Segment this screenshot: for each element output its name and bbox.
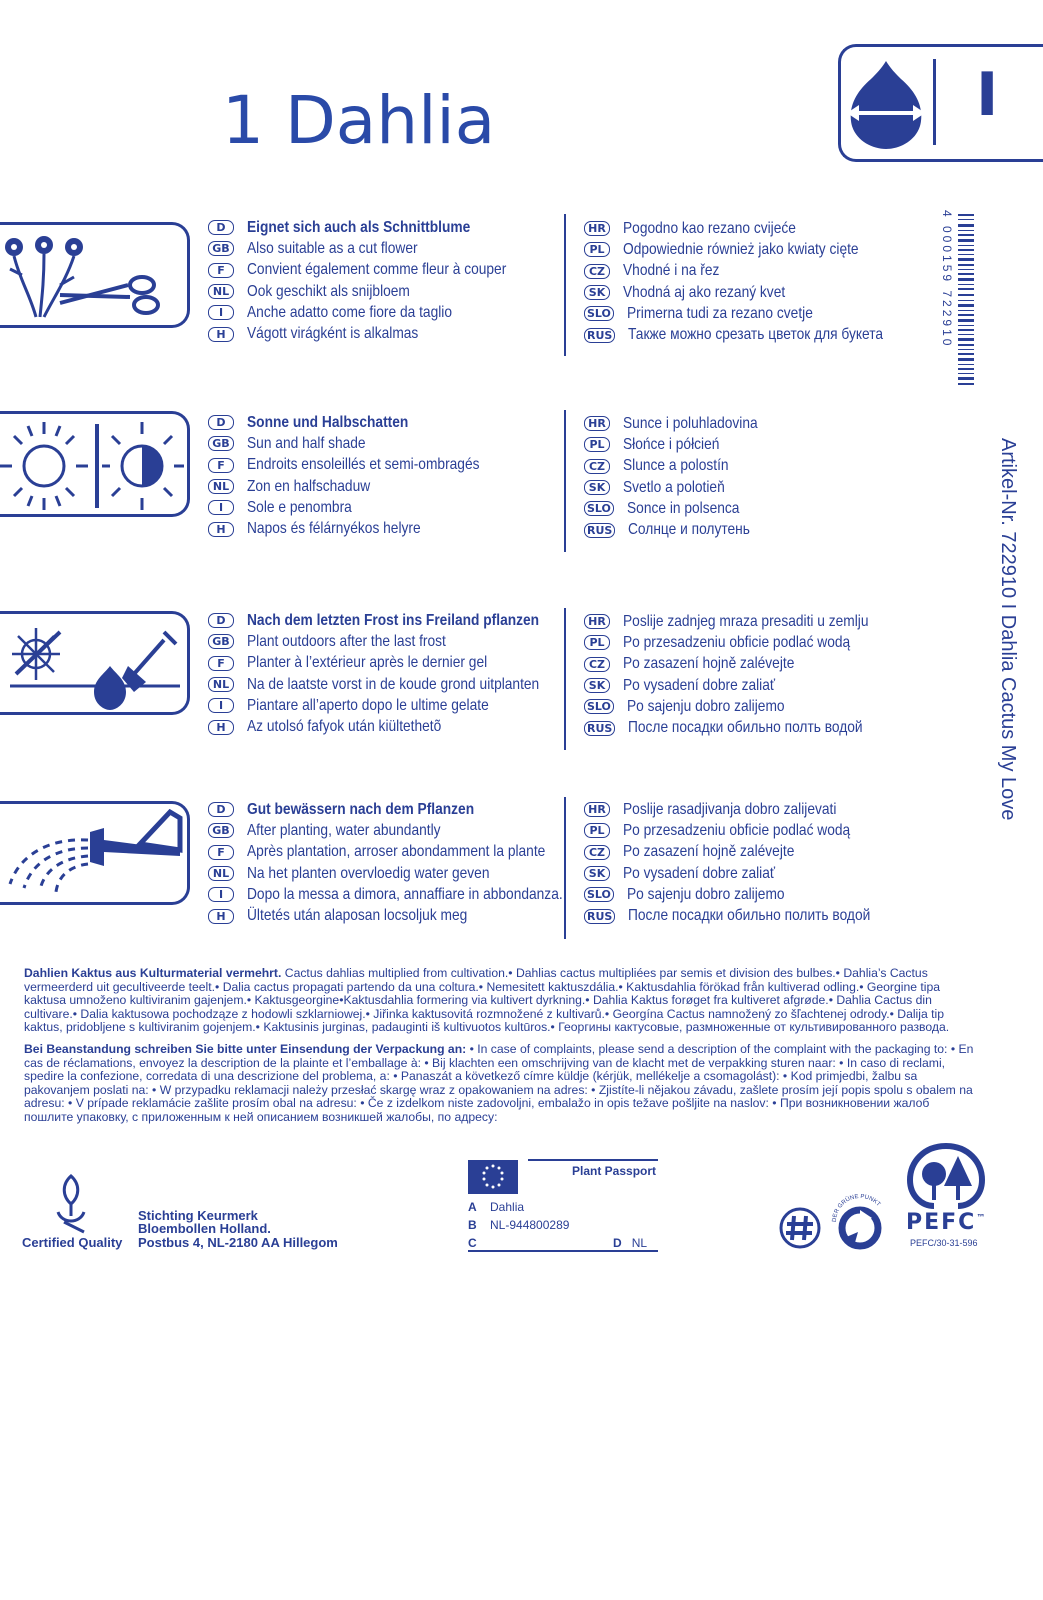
passport-d-group: [613, 1236, 647, 1250]
org-name: Stichting Keurmerk: [138, 1208, 258, 1223]
lang-row: [208, 412, 517, 433]
size-divider: [933, 59, 936, 145]
eu-flag-icon: [468, 1160, 518, 1194]
lang-code: H: [208, 909, 234, 924]
lang-code: CZ: [584, 845, 610, 860]
green-dot-caption: [828, 1194, 892, 1224]
lang-row: [208, 238, 549, 259]
instruction-text: Po vysadení dobre zaliať: [623, 864, 776, 882]
lang-code: H: [208, 522, 234, 537]
lang-code: CZ: [584, 657, 610, 672]
info-text: [24, 967, 974, 1133]
instruction-text: Ültetés után alaposan locsoljuk meg: [247, 907, 468, 925]
lang-code: NL: [208, 866, 234, 881]
instruction-text: Vhodná aj ako rezaný kvet: [623, 283, 786, 301]
org-address: Postbus 4, NL-2180 AA Hillegom: [138, 1235, 338, 1250]
lang-row: [584, 905, 910, 926]
lang-code: SLO: [584, 501, 614, 516]
cultivation-body: Cactus dahlias multiplied from cultivation.• Dahlias cactus multipliées par semis et division des bulbes.• Dahlia’s Cactus vermeerderd uit gecultiveerde teelt.• Dalia cactus propagati partendo da una coltura.• Nemesitett kaktuszdália.• Kaktusdahlia förökad från kultiverad odling.• Georgine tipa kaktusa umnoženo kultiviranim gajenjem.• Kaktusgeorgine•Kaktusdahlia formering via kultivert dyrkning.• Dahlia Kaktus forøget fra kultiveret afgrøde.• Dahlia Cactus din cultivare.• Dalia kaktusowa pochodząze z hodowli szklarniowej.• Jiřinka kaktusovitá rozmnožené z kultivarů.• Georgína Cactus namnožený zo šľachtenej odrody.• Dalija tip kaktus, pridobljene s kultiviranim gojenjem.• Kaktusinis jurginas, padauginti iš kultivuotos kultūros.• Георгины кактусовые, размноженные от культивированного развода.: [24, 966, 950, 1035]
lang-row: [208, 905, 614, 926]
instruction-text: Napos és félárnyékos helyre: [247, 520, 421, 538]
lang-code: I: [208, 887, 234, 902]
lang-row: [584, 303, 925, 324]
article-number: Artikel-Nr. 722910 I Dahlia Cactus My Love: [997, 438, 1019, 821]
pefc-code: PEFC/30-31-596: [910, 1238, 978, 1248]
lang-row: [584, 456, 780, 477]
complaint-paragraph: [24, 1043, 974, 1125]
watering-icon-box: [0, 801, 190, 905]
lang-row: [208, 820, 614, 841]
instruction-text: После посадки обильно полить водой: [628, 907, 871, 925]
section-3-right: [584, 611, 908, 739]
lang-code: SK: [584, 678, 610, 693]
lang-row: [208, 455, 517, 476]
instruction-text: Po vysadení dobre zaliať: [623, 676, 776, 694]
lang-code: PL: [584, 823, 610, 838]
passport-row-b: [468, 1218, 569, 1232]
instruction-text: Plant outdoors after the last frost: [247, 632, 446, 650]
instruction-text: Sole e penombra: [247, 498, 352, 516]
lang-row: [584, 239, 925, 260]
lang-code: F: [208, 845, 234, 860]
lang-code: HR: [584, 802, 610, 817]
lang-code: NL: [208, 677, 234, 692]
lang-row: [208, 217, 549, 238]
instruction-text: Après plantation, arroser abondamment la plante: [247, 843, 546, 861]
plant-passport-title: Plant Passport: [572, 1164, 657, 1178]
instruction-text: Ook geschikt als snijbloem: [247, 282, 410, 300]
lang-code: F: [208, 263, 234, 278]
instruction-text: Odpowiednie również jako kwiaty cięte: [623, 240, 859, 258]
lang-row: [584, 820, 910, 841]
lang-row: [208, 323, 549, 344]
instruction-text: Poslije rasadjivanja dobro zalijevati: [623, 800, 837, 818]
instruction-text: Primerna tudi za rezano cvetje: [626, 304, 813, 322]
lang-row: [208, 610, 587, 631]
complaint-body: • In case of complaints, please send a description of the complaint with the packaging to: • En cas de réclamations, envoyez la description de la plainte et l’emballage à: • Bij klachten een omschrijving van de klacht met de verpakking sturen naar: • In caso di reclami, spedire la confezione, corredata di una descrizione del problema, a: • Panaszát a következő címre küldje (kérjük, mellékelje a csomagolást): • Kod primjedbi, žalbu sa pakovanjem poslati na: • W przypadku reklamacji należy przesłać skargę wraz z opakowaniem na adres: • Zjistíte-li nějakou závadu, zašlete prosím její popis spolu s obalem na adresu: • V prípade reklamácie zašlite prosím obal na adresu: • Če z izdelkom niste zadovoljni, embalažo in opis težave pošljite na naslov: • При возникновении жалоб пошлите упаковку, с приложенным к ней описанием возникшей жалобы, по адресу:: [24, 1041, 974, 1124]
lang-row: [584, 863, 910, 884]
section-1-left: [208, 217, 549, 345]
instruction-text: Piantare all’aperto dopo le ultime gelate: [247, 696, 489, 714]
lang-row: [208, 863, 614, 884]
instruction-text: Słońce i półcień: [623, 435, 720, 453]
product-title: 1 Dahlia: [222, 82, 496, 159]
lang-row: [584, 282, 925, 303]
lang-code: PL: [584, 242, 610, 257]
instruction-text: Dopo la messa a dimora, annaffiare in abbondanza.: [247, 885, 563, 903]
lang-code: F: [208, 458, 234, 473]
lang-row: [208, 884, 614, 905]
lang-code: RUS: [584, 721, 615, 736]
pefc-name: PEFC: [906, 1210, 977, 1235]
lang-row: [584, 261, 925, 282]
bulb-size-icon: [841, 53, 931, 153]
lang-row: [208, 518, 517, 539]
instruction-text: Nach dem letzten Frost ins Freiland pflanzen: [247, 611, 540, 629]
instruction-text: Slunce a polostín: [623, 457, 729, 475]
lang-row: [584, 884, 910, 905]
instruction-text: Vágott virágként is alkalmas: [247, 325, 419, 343]
lang-row: [584, 477, 780, 498]
lang-code: CZ: [584, 459, 610, 474]
lang-code: RUS: [584, 909, 615, 924]
lang-row: [208, 497, 517, 518]
passport-line-top: [528, 1159, 658, 1161]
lang-code: SK: [584, 285, 610, 300]
lang-row: [584, 413, 780, 434]
instruction-text: Po zasazení hojně zalévejte: [623, 843, 795, 861]
lang-code: D: [208, 802, 234, 817]
instruction-text: Солнце и полутень: [628, 521, 751, 539]
pefc-label: [906, 1210, 987, 1235]
certified-quality: Certified Quality: [22, 1235, 123, 1250]
lang-row: [584, 717, 908, 738]
lang-code: HR: [584, 221, 610, 236]
org-subtitle: Bloembollen Holland.: [138, 1221, 271, 1236]
instruction-text: После посадки обильно полть водой: [628, 719, 863, 737]
lang-row: [208, 674, 587, 695]
instruction-text: Gut bewässern nach dem Pflanzen: [247, 800, 475, 818]
passport-label: B: [468, 1218, 477, 1232]
lang-row: [208, 302, 549, 323]
instruction-text: Po zasazení hojně zalévejte: [623, 655, 795, 673]
cut-flower-icon-box: [0, 222, 190, 328]
complaint-heading: Bei Beanstandung schreiben Sie bitte unter Einsendung der Verpackung an:: [24, 1041, 467, 1056]
section-2-left: [208, 412, 517, 540]
sun-halfshade-icon: [0, 414, 190, 514]
instruction-text: Po sajenju dobro zalijemo: [626, 885, 785, 903]
lang-code: D: [208, 613, 234, 628]
keurmerk-logo-icon: [48, 1172, 94, 1234]
lang-code: SLO: [584, 306, 614, 321]
instruction-text: After planting, water abundantly: [247, 821, 441, 839]
lang-code: SLO: [584, 887, 614, 902]
lang-code: I: [208, 698, 234, 713]
lang-code: GB: [208, 634, 234, 649]
lang-row: [208, 476, 517, 497]
lang-row: [584, 434, 780, 455]
lang-row: [208, 260, 549, 281]
cut-flower-icon: [0, 225, 190, 325]
column-divider: [564, 214, 566, 356]
instruction-text: Convient également comme fleur à couper: [247, 261, 507, 279]
lang-code: RUS: [584, 523, 615, 538]
recycle-hash-icon: [778, 1206, 822, 1250]
column-divider: [564, 797, 566, 939]
lang-code: H: [208, 720, 234, 735]
instruction-text: Az utolsó fafyok után kiültethetõ: [247, 718, 442, 736]
lang-code: SLO: [584, 699, 614, 714]
lang-row: [584, 498, 780, 519]
instruction-text: Po sajenju dobro zalijemo: [626, 697, 785, 715]
lang-row: [584, 675, 908, 696]
pefc-trademark: ™: [976, 1213, 988, 1224]
instruction-text: Po przesadzeniu obficie podlać wodą: [623, 633, 851, 651]
instruction-text: Poslije zadnjeg mraza presaditi u zemlju: [623, 612, 869, 630]
plant-after-frost-icon: [0, 614, 190, 714]
lang-code: SK: [584, 480, 610, 495]
lang-code: F: [208, 656, 234, 671]
column-divider: [564, 410, 566, 552]
green-dot-text: DER GRÜNE PUNKT: [831, 1194, 882, 1223]
bulb-size-grade: I: [976, 60, 999, 130]
section-4-left: [208, 799, 614, 927]
column-divider: [564, 608, 566, 750]
lang-row: [584, 324, 925, 345]
section-1-right: [584, 218, 925, 346]
instruction-text: Na het planten overvloedig water geven: [247, 864, 490, 882]
lang-row: [584, 654, 908, 675]
lang-code: D: [208, 415, 234, 430]
instruction-text: Sonne und Halbschatten: [247, 413, 409, 431]
watering-can-icon: [0, 804, 190, 904]
lang-row: [584, 799, 910, 820]
instruction-text: Pogodno kao rezano cvijeće: [623, 219, 796, 237]
pefc-tree-icon: [904, 1140, 988, 1210]
lang-row: [208, 631, 587, 652]
lang-row: [208, 653, 587, 674]
lang-row: [584, 611, 908, 632]
lang-code: I: [208, 500, 234, 515]
section-4-right: [584, 799, 910, 927]
passport-value: Dahlia: [490, 1200, 525, 1214]
lang-code: I: [208, 305, 234, 320]
lang-code: GB: [208, 436, 234, 451]
sun-icon-box: [0, 411, 190, 517]
instruction-text: Zon en halfschaduw: [247, 477, 371, 495]
lang-row: [208, 716, 587, 737]
lang-row: [584, 519, 780, 540]
instruction-text: Po przesadzeniu obficie podlać wodą: [623, 821, 851, 839]
lang-row: [584, 218, 925, 239]
lang-code: SK: [584, 866, 610, 881]
lang-code: HR: [584, 416, 610, 431]
lang-row: [208, 433, 517, 454]
instruction-text: Also suitable as a cut flower: [247, 239, 418, 257]
section-2-right: [584, 413, 780, 541]
instruction-text: Planter à l’extérieur après le dernier gel: [247, 654, 488, 672]
lang-code: H: [208, 327, 234, 342]
passport-value: NL: [631, 1236, 648, 1250]
instruction-text: Sunce i poluhladovina: [623, 414, 758, 432]
svg-text:DER GRÜNE PUNKT: [832, 1194, 882, 1222]
passport-label: A: [468, 1200, 477, 1214]
lang-code: NL: [208, 479, 234, 494]
lang-row: [208, 842, 614, 863]
instruction-text: Sonce in polsenca: [626, 499, 740, 517]
cultivation-paragraph: [24, 967, 974, 1035]
lang-code: RUS: [584, 328, 615, 343]
instruction-text: Endroits ensoleillés et semi-ombragés: [247, 456, 480, 474]
passport-row-a: [468, 1200, 524, 1214]
instruction-text: Также можно срезать цветок для букета: [628, 326, 884, 344]
planting-icon-box: [0, 611, 190, 715]
lang-row: [208, 281, 549, 302]
instruction-text: Anche adatto come fiore da taglio: [247, 303, 453, 321]
instruction-text: Eignet sich auch als Schnittblume: [247, 218, 471, 236]
barcode-number: 4 000159 722910: [940, 210, 954, 349]
lang-code: PL: [584, 635, 610, 650]
instruction-text: Vhodné i na řez: [623, 262, 720, 280]
passport-row-c: [468, 1236, 658, 1250]
bulb-size-box: [838, 44, 1043, 162]
instruction-text: Svetlo a polotieň: [623, 478, 725, 496]
instruction-text: Sun and half shade: [247, 434, 366, 452]
lang-row: [584, 842, 910, 863]
lang-row: [584, 632, 908, 653]
section-3-left: [208, 610, 587, 738]
passport-value: NL-944800289: [490, 1218, 570, 1232]
lang-code: HR: [584, 614, 610, 629]
cultivation-heading: Dahlien Kaktus aus Kulturmaterial vermehrt.: [24, 966, 282, 980]
lang-row: [584, 696, 908, 717]
lang-code: PL: [584, 437, 610, 452]
lang-code: CZ: [584, 264, 610, 279]
lang-code: GB: [208, 241, 234, 256]
passport-line-bottom: [468, 1250, 658, 1252]
instruction-text: Na de laatste vorst in de koude grond uitplanten: [247, 675, 540, 693]
lang-row: [208, 799, 614, 820]
passport-label: D: [613, 1236, 622, 1250]
lang-row: [208, 695, 587, 716]
lang-code: D: [208, 220, 234, 235]
lang-code: NL: [208, 284, 234, 299]
passport-label: C: [468, 1236, 477, 1250]
lang-code: GB: [208, 823, 234, 838]
